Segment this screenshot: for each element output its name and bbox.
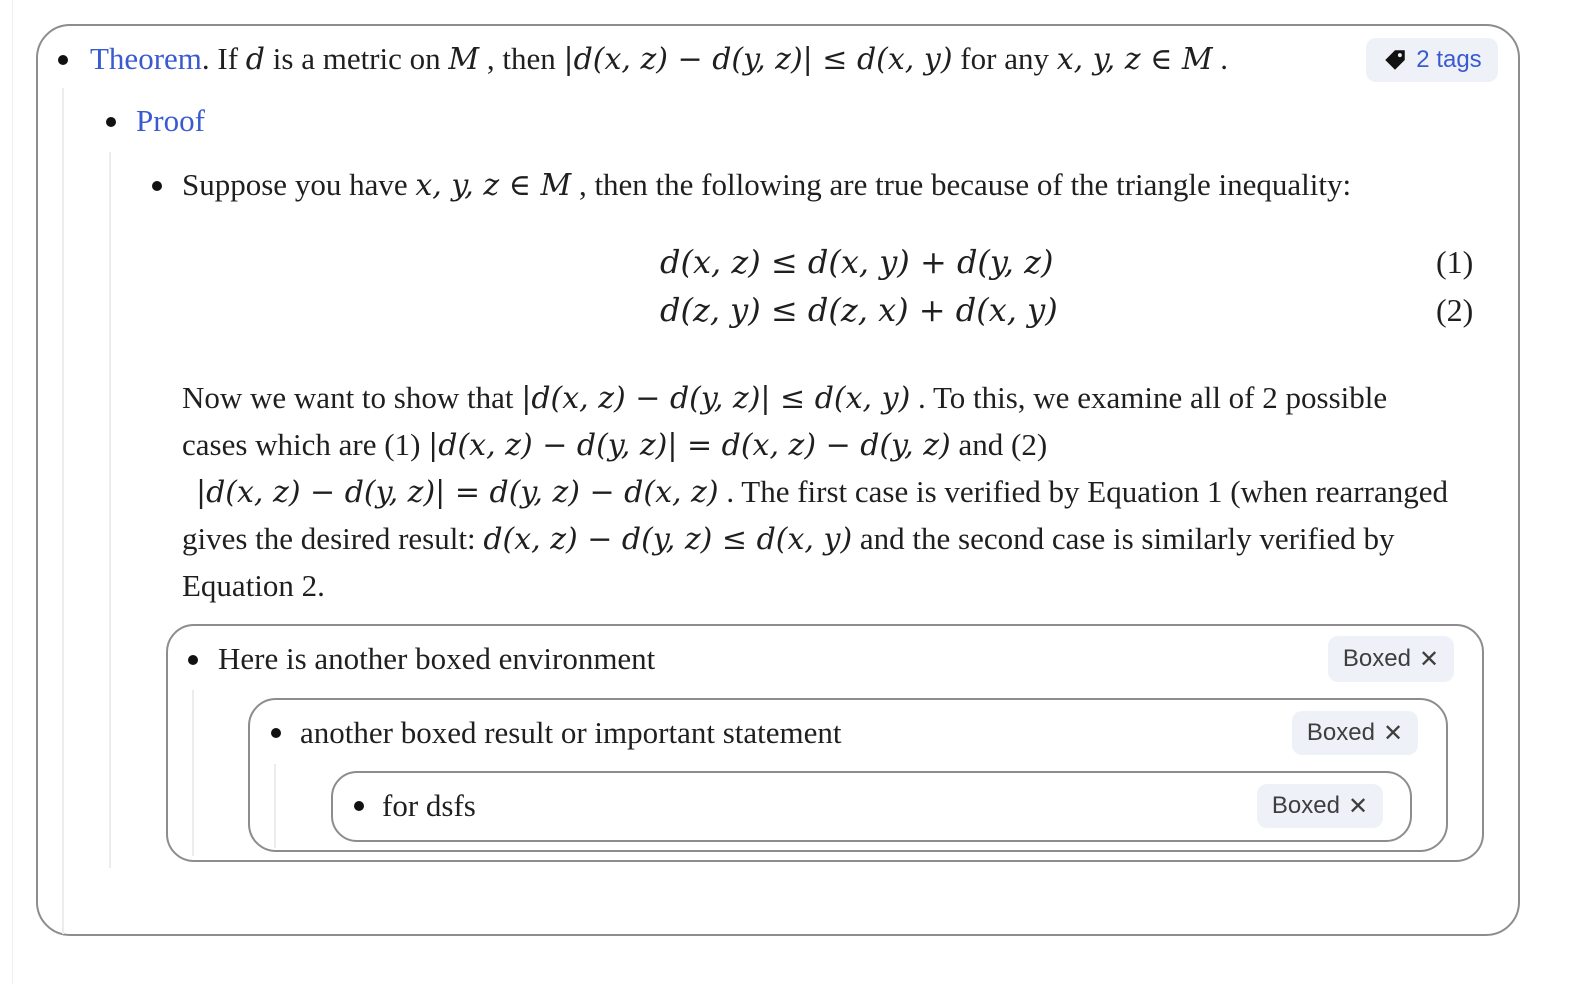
boxed-3-chip[interactable] <box>1257 784 1383 828</box>
tag-icon <box>1382 47 1408 73</box>
boxed-2-guide <box>274 764 276 848</box>
boxed-2-chip-label: Boxed <box>1306 719 1375 746</box>
equation-1: d(x, z) ≤ d(x, y) + d(y, z) <box>660 243 1054 281</box>
boxed-3-text: for dsfs <box>382 788 476 823</box>
boxed-1-text: Here is another boxed environment <box>218 641 656 676</box>
boxed-1-chip[interactable] <box>1328 636 1454 682</box>
suppose-bullet[interactable] <box>152 181 162 191</box>
boxed-1-guide <box>192 690 194 856</box>
boxed-1-bullet[interactable] <box>188 655 198 665</box>
suppose-text: Suppose you have x, y, z ∈ M , then the following are true because of the triangle inequality: <box>182 167 1352 203</box>
close-icon[interactable]: ✕ <box>1382 719 1404 747</box>
theorem-bullet[interactable] <box>58 55 68 65</box>
boxed-3-chip-label: Boxed <box>1271 792 1340 819</box>
tags-label: 2 tags <box>1416 46 1482 73</box>
equation-2-number: (2) <box>1436 292 1474 328</box>
tags-chip[interactable] <box>1366 38 1498 82</box>
proof-paragraph: Now we want to show that |d(x, z) − d(y, z)| ≤ d(x, y) . To this, we examine all of 2 possible cases which are (1) |d(x, z) − d(y, z)| = d(x, z) − d(y, z) and (2) |d(x, z) − d(y, z)| = d(y, z) − d(x, z) . The first case is verified by Equation 1 (when rearranged gives the desired result: d(x, z) − d(y, z) ≤ d(x, y) and the second case is similarly verified by Equation 2. <box>182 380 1448 603</box>
proof-link[interactable]: Proof <box>136 103 205 138</box>
close-icon[interactable]: ✕ <box>1418 645 1440 673</box>
theorem-link[interactable]: Theorem <box>90 41 202 76</box>
proof-guide <box>109 152 111 868</box>
boxed-2-bullet[interactable] <box>271 728 281 738</box>
theorem-guide <box>62 88 64 934</box>
boxed-2-text: another boxed result or important statement <box>300 715 842 750</box>
boxed-2-chip[interactable] <box>1292 711 1418 755</box>
page-left-guide <box>12 0 13 984</box>
proof-bullet[interactable] <box>106 117 116 127</box>
equation-2: d(z, y) ≤ d(z, x) + d(x, y) <box>660 291 1058 329</box>
boxed-3-bullet[interactable] <box>354 801 364 811</box>
equation-1-number: (1) <box>1436 244 1474 280</box>
close-icon[interactable]: ✕ <box>1347 792 1369 820</box>
theorem-statement: Theorem. If d is a metric on M , then |d(x, z) − d(y, z)| ≤ d(x, y) for any x, y, z ∈ M . <box>90 41 1229 77</box>
boxed-environment-3 <box>331 771 1412 842</box>
boxed-1-chip-label: Boxed <box>1342 645 1411 672</box>
